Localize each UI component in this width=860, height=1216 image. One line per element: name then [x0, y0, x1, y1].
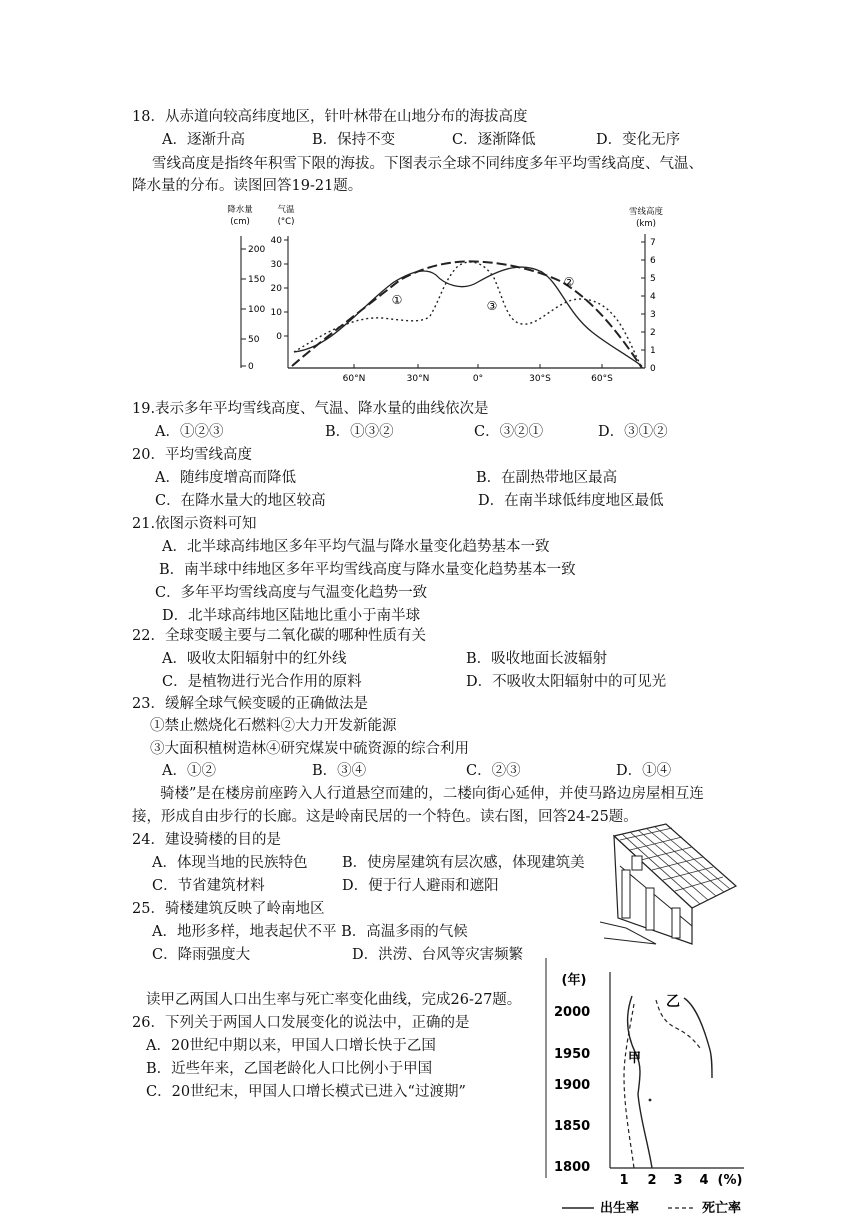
q21-option-a: A．北半球高纬地区多年平均气温与降水量变化趋势基本一致 [162, 539, 550, 555]
temp-tick-40: 40 [270, 236, 282, 246]
q25-option-c: C．降雨强度大 [152, 947, 251, 963]
snowline-tick-6: 6 [650, 256, 656, 266]
year-tick-1950: 1950 [554, 1047, 591, 1062]
yi-birth-rate [684, 998, 712, 1078]
temp-tick-0: 0 [276, 332, 282, 342]
q23-option-b: B．③④ [312, 763, 367, 779]
x-tick-60s: 60°S [591, 374, 613, 384]
intro-26-27: 读甲乙两国人口出生率与死亡率变化曲线，完成26-27题。 [146, 992, 522, 1008]
q25-option-a-b: A．地形多样，地表起伏不平 B．高温多雨的气候 [152, 924, 468, 940]
q26-option-a: A．20世纪中期以来，甲国人口增长快于乙国 [146, 1038, 436, 1054]
q20-option-c: C．在降水量大的地区较高 [155, 493, 326, 509]
q19-option-b: B．①③② [325, 424, 394, 440]
q23-option-d: D．①④ [616, 763, 672, 779]
q20-option-a: A．随纬度增高而降低 [155, 470, 296, 486]
temp-axis-title: 气温 [277, 205, 295, 215]
q22-option-b: B．吸收地面长波辐射 [466, 651, 608, 667]
temp-tick-20: 20 [270, 284, 282, 294]
curve-2-temperature [292, 261, 642, 368]
precip-axis-ticks [241, 249, 246, 366]
precip-axis-title: 降水量 [227, 205, 253, 215]
temp-tick-30: 30 [270, 260, 282, 270]
q23-stem: 23．缓解全球气候变暖的正确做法是 [132, 696, 368, 712]
q18-stem: 18．从赤道向较高纬度地区，针叶林带在山地分布的海拔高度 [132, 109, 528, 125]
snowline-tick-2: 2 [650, 328, 656, 338]
q20-option-b: B．在副热带地区最高 [476, 470, 618, 486]
q23-option-a: A．①② [162, 763, 216, 779]
snowline-tick-0: 0 [650, 364, 656, 374]
legend-birth-label: 出生率 [600, 1201, 640, 1216]
q26-option-c: C．20世纪末，甲国人口增长模式已进入“过渡期” [146, 1084, 466, 1100]
q24-option-d: D．便于行人避雨和遮阳 [342, 878, 499, 894]
q22-stem: 22．全球变暖主要与二氧化碳的哪种性质有关 [132, 628, 426, 644]
rate-tick-3: 3 [673, 1173, 683, 1188]
x-tick-60n: 60°N [342, 374, 366, 384]
q25-stem: 25．骑楼建筑反映了岭南地区 [132, 901, 325, 917]
temp-tick-10: 10 [270, 308, 282, 318]
rate-tick-1: 1 [619, 1173, 629, 1188]
rate-tick-2: 2 [647, 1173, 657, 1188]
q20-option-d: D．在南半球低纬度地区最低 [478, 493, 664, 509]
q24-option-a: A．体现当地的民族特色 [152, 855, 308, 871]
q26-stem: 26．下列关于两国人口发展变化的说法中，正确的是 [132, 1015, 470, 1031]
q19-option-d: D．③①② [598, 424, 668, 440]
snowline-axis-ticks [641, 242, 645, 350]
precip-axis-unit: (cm) [230, 217, 250, 227]
x-tick-30n: 30°N [406, 374, 430, 384]
country-yi-label: 乙 [666, 994, 680, 1010]
snowline-tick-3: 3 [650, 310, 656, 320]
x-tick-0: 0° [472, 374, 484, 384]
q19-option-a: A．①②③ [155, 424, 224, 440]
pillar-3 [672, 908, 680, 938]
qilou-building-sketch [596, 822, 742, 948]
year-tick-1850: 1850 [554, 1119, 591, 1134]
q18-option-d: D．变化无序 [596, 132, 681, 148]
curve-label-1: ① [391, 293, 403, 307]
intro-19-21-line1: 雪线高度是指终年积雪下限的海拔。下图表示全球不同纬度多年平均雪线高度、气温、 [152, 156, 703, 172]
q21-stem: 21.依图示资料可知 [132, 516, 257, 532]
q23-item-line1: ①禁止燃烧化石燃料②大力开发新能源 [150, 718, 397, 734]
x-tick-30s: 30°S [529, 374, 551, 384]
temp-axis-unit: (°C) [277, 217, 295, 227]
snowline-chart [222, 200, 668, 390]
q22-option-c: C．是植物进行光合作用的原料 [162, 674, 362, 690]
intro-24-25-line2: 接，形成自由步行的长廊。这是岭南民居的一个特色。读右图，回答24-25题。 [132, 809, 638, 825]
q22-option-d: D．不吸收太阳辐射中的可见光 [466, 674, 667, 690]
pillar-2 [646, 888, 654, 930]
precip-tick-150: 150 [248, 275, 266, 285]
precip-tick-200: 200 [248, 245, 266, 255]
q23-option-c: C．②③ [466, 763, 521, 779]
rate-unit: (%) [717, 1173, 743, 1188]
pillar-1 [622, 870, 630, 918]
population-chart [544, 958, 754, 1216]
snowline-tick-4: 4 [650, 292, 656, 302]
intro-24-25-line1: 骑楼”是在楼房前座跨入人行道悬空而建的，二楼向街心延伸，并使马路边房屋相互连 [160, 786, 704, 802]
q24-option-b: B．使房屋建筑有层次感，体现建筑美 [342, 855, 585, 871]
rate-tick-4: 4 [699, 1173, 709, 1188]
snowline-axis-unit: (km) [636, 219, 656, 229]
snowline-tick-1: 1 [650, 346, 656, 356]
intro-19-21-line2: 降水量的分布。读图回答19-21题。 [132, 178, 363, 194]
q23-item-line2: ③大面积植树造林④研究煤炭中硫资源的综合利用 [150, 741, 469, 757]
snowline-tick-5: 5 [650, 274, 656, 284]
country-jia-label: 甲 [628, 1051, 642, 1066]
q25-option-d: D．洪涝、台风等灾害频繁 [352, 947, 524, 963]
jia-birth-rate [628, 996, 652, 1168]
q22-option-a: A．吸收太阳辐射中的红外线 [162, 651, 347, 667]
q18-option-c: C．逐渐降低 [452, 132, 536, 148]
q21-option-c: C．多年平均雪线高度与气温变化趋势一致 [155, 585, 428, 601]
window [632, 856, 642, 870]
marker-dot [649, 1099, 652, 1102]
snowline-axis-title: 雪线高度 [628, 207, 664, 217]
q24-stem: 24．建设骑楼的目的是 [132, 832, 281, 848]
precip-tick-50: 50 [248, 335, 260, 345]
q21-option-b: B．南半球中纬地区多年平均雪线高度与降水量变化趋势基本一致 [159, 562, 576, 578]
year-axis-title: (年) [561, 973, 587, 988]
temp-axis-ticks [284, 240, 288, 336]
precip-tick-0: 0 [248, 362, 254, 372]
legend-death-label: 死亡率 [702, 1201, 742, 1216]
curve-label-2: ② [563, 275, 575, 289]
jia-death-rate [624, 1004, 634, 1168]
curve-3-precipitation [294, 262, 642, 368]
year-tick-1800: 1800 [554, 1160, 591, 1175]
q18-option-a: A．逐渐升高 [162, 132, 245, 148]
q19-option-c: C．③②① [474, 424, 544, 440]
q19-stem: 19.表示多年平均雪线高度、气温、降水量的曲线依次是 [132, 401, 489, 417]
curve-label-3: ③ [486, 299, 498, 313]
year-tick-1900: 1900 [554, 1078, 591, 1093]
q20-stem: 20．平均雪线高度 [132, 447, 252, 463]
precip-tick-100: 100 [248, 305, 266, 315]
snowline-tick-7: 7 [650, 238, 656, 248]
q26-option-b: B．近些年来，乙国老龄化人口比例小于甲国 [146, 1061, 433, 1077]
q18-option-b: B．保持不变 [312, 132, 396, 148]
q24-option-c: C．节省建筑材料 [152, 878, 265, 894]
q21-option-d: D．北半球高纬地区陆地比重小于南半球 [162, 608, 421, 624]
curve-1-snowline [294, 267, 642, 366]
year-tick-2000: 2000 [554, 1005, 591, 1020]
